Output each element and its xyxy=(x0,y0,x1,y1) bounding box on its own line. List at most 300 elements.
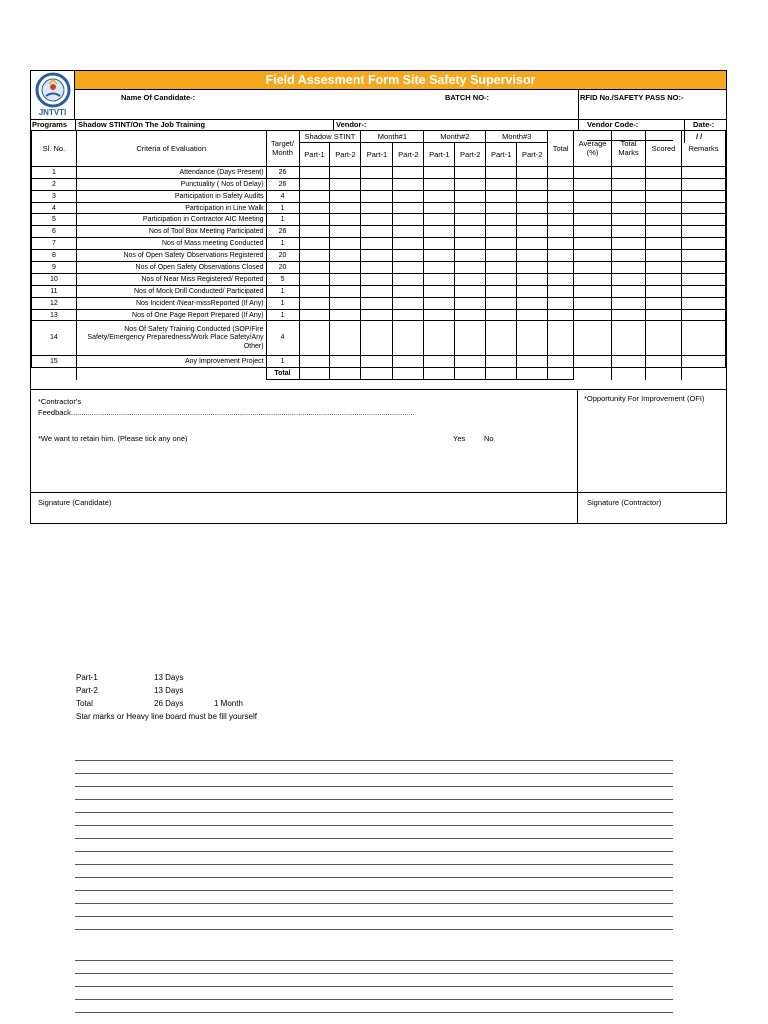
score-cell[interactable] xyxy=(330,356,361,368)
score-cell[interactable] xyxy=(299,262,330,274)
score-cell[interactable] xyxy=(517,321,548,356)
total-cell[interactable] xyxy=(548,368,574,380)
row-sl-no: 12 xyxy=(32,297,77,309)
score-cell[interactable] xyxy=(455,190,486,202)
score-cell[interactable] xyxy=(612,178,646,190)
score-cell[interactable] xyxy=(486,273,517,285)
score-cell[interactable] xyxy=(424,166,455,178)
score-cell[interactable] xyxy=(299,250,330,262)
row-criteria: Participation in Line Walk xyxy=(76,202,266,214)
col-scored: Scored xyxy=(646,131,682,167)
score-cell[interactable] xyxy=(455,262,486,274)
score-cell[interactable] xyxy=(574,202,612,214)
score-cell[interactable] xyxy=(646,166,682,178)
score-cell[interactable] xyxy=(393,250,424,262)
score-cell[interactable] xyxy=(299,285,330,297)
writing-line[interactable] xyxy=(75,851,673,852)
score-cell[interactable] xyxy=(424,321,455,356)
score-cell[interactable] xyxy=(393,356,424,368)
writing-line[interactable] xyxy=(75,960,673,961)
score-cell[interactable] xyxy=(612,321,646,356)
score-cell[interactable] xyxy=(299,356,330,368)
total-cell[interactable] xyxy=(299,368,330,380)
score-cell[interactable] xyxy=(393,238,424,250)
score-cell[interactable] xyxy=(646,309,682,321)
row-criteria: Attendance (Days Present) xyxy=(76,166,266,178)
total-cell[interactable] xyxy=(455,368,486,380)
score-cell[interactable] xyxy=(330,285,361,297)
score-cell[interactable] xyxy=(455,250,486,262)
score-cell[interactable] xyxy=(646,202,682,214)
score-cell[interactable] xyxy=(612,202,646,214)
col-shadow: Shadow STINT xyxy=(299,131,361,143)
score-cell[interactable] xyxy=(612,226,646,238)
score-cell[interactable] xyxy=(455,285,486,297)
total-spacer xyxy=(612,368,646,380)
score-cell[interactable] xyxy=(299,178,330,190)
row-target: 1 xyxy=(266,238,299,250)
table-row xyxy=(32,190,726,202)
score-cell[interactable] xyxy=(361,166,393,178)
row-criteria: Nos of Mock Drill Conducted/ Participated xyxy=(76,285,266,297)
score-cell[interactable] xyxy=(486,321,517,356)
score-cell[interactable] xyxy=(681,202,725,214)
col-criteria: Criteria of Evaluation xyxy=(76,131,266,167)
col-part1: Part-1 xyxy=(361,142,393,166)
total-spacer xyxy=(76,368,266,380)
writing-line[interactable] xyxy=(75,999,673,1000)
table-row xyxy=(32,309,726,321)
score-cell[interactable] xyxy=(424,273,455,285)
score-cell[interactable] xyxy=(681,166,725,178)
score-cell[interactable] xyxy=(612,356,646,368)
writing-line[interactable] xyxy=(75,890,673,891)
writing-line[interactable] xyxy=(75,825,673,826)
score-cell[interactable] xyxy=(299,226,330,238)
score-cell[interactable] xyxy=(455,273,486,285)
score-cell[interactable] xyxy=(574,309,612,321)
score-cell[interactable] xyxy=(681,250,725,262)
score-cell[interactable] xyxy=(486,190,517,202)
score-cell[interactable] xyxy=(646,273,682,285)
score-cell[interactable] xyxy=(574,356,612,368)
score-cell[interactable] xyxy=(548,250,574,262)
score-cell[interactable] xyxy=(361,238,393,250)
row-sl-no: 7 xyxy=(32,238,77,250)
row-criteria: Nos of Open Safety Observations Closed xyxy=(76,262,266,274)
score-cell[interactable] xyxy=(424,226,455,238)
evaluation-table xyxy=(31,130,726,380)
score-cell[interactable] xyxy=(393,214,424,226)
score-cell[interactable] xyxy=(548,190,574,202)
score-cell[interactable] xyxy=(574,262,612,274)
col-part1: Part-1 xyxy=(486,142,517,166)
score-cell[interactable] xyxy=(517,285,548,297)
score-cell[interactable] xyxy=(517,297,548,309)
score-cell[interactable] xyxy=(361,178,393,190)
row-criteria: Nos Incident /Near-missReported (If Any) xyxy=(76,297,266,309)
row-criteria: Nos of Near Miss Registered/ Reported xyxy=(76,273,266,285)
row-sl-no: 8 xyxy=(32,250,77,262)
score-cell[interactable] xyxy=(646,238,682,250)
score-cell[interactable] xyxy=(393,166,424,178)
score-cell[interactable] xyxy=(361,273,393,285)
score-cell[interactable] xyxy=(330,190,361,202)
col-total: Total xyxy=(548,131,574,167)
row-criteria: Nos of Open Safety Observations Registered xyxy=(76,250,266,262)
score-cell[interactable] xyxy=(486,166,517,178)
score-cell[interactable] xyxy=(517,190,548,202)
score-cell[interactable] xyxy=(299,202,330,214)
table-row xyxy=(32,238,726,250)
score-cell[interactable] xyxy=(612,250,646,262)
score-cell[interactable] xyxy=(393,273,424,285)
note-total xyxy=(76,697,257,710)
rfid-label: RFID No./SAFETY PASS NO:- xyxy=(580,93,684,102)
score-cell[interactable] xyxy=(330,309,361,321)
row-target: 1 xyxy=(266,297,299,309)
score-cell[interactable] xyxy=(486,214,517,226)
row-criteria: Punctuality ( Nos of Delay) xyxy=(76,178,266,190)
score-cell[interactable] xyxy=(361,190,393,202)
score-cell[interactable] xyxy=(548,178,574,190)
retain-label: *We want to retain him. (Please tick any one) xyxy=(38,434,188,443)
score-cell[interactable] xyxy=(612,238,646,250)
score-cell[interactable] xyxy=(393,321,424,356)
score-cell[interactable] xyxy=(299,166,330,178)
score-cell[interactable] xyxy=(455,238,486,250)
score-cell[interactable] xyxy=(517,273,548,285)
row-sl-no: 5 xyxy=(32,214,77,226)
score-cell[interactable] xyxy=(330,214,361,226)
row-criteria: Nos Of Safety Training Conducted (SOP/Fire Safety/Emergency Preparedness/Work Place Safety/Any Other) xyxy=(76,321,266,356)
score-cell[interactable] xyxy=(517,309,548,321)
score-cell[interactable] xyxy=(574,321,612,356)
score-cell[interactable] xyxy=(612,297,646,309)
score-cell[interactable] xyxy=(681,309,725,321)
table-row xyxy=(32,226,726,238)
note-instruction: Star marks or Heavy line board must be fill yourself xyxy=(76,712,257,721)
score-cell[interactable] xyxy=(612,273,646,285)
score-cell[interactable] xyxy=(517,356,548,368)
signature-contractor[interactable]: Signature (Contractor) xyxy=(587,498,662,507)
col-month1: Month#1 xyxy=(361,131,424,143)
score-cell[interactable] xyxy=(548,285,574,297)
date-field[interactable]: / / xyxy=(696,132,703,141)
score-cell[interactable] xyxy=(486,238,517,250)
score-cell[interactable] xyxy=(330,166,361,178)
score-cell[interactable] xyxy=(486,297,517,309)
score-cell[interactable] xyxy=(646,250,682,262)
score-cell[interactable] xyxy=(574,250,612,262)
batch-label: BATCH NO-: xyxy=(445,93,490,102)
score-cell[interactable] xyxy=(681,297,725,309)
note-part2 xyxy=(76,684,257,697)
score-cell[interactable] xyxy=(548,262,574,274)
score-cell[interactable] xyxy=(612,309,646,321)
score-cell[interactable] xyxy=(574,226,612,238)
score-cell[interactable] xyxy=(330,273,361,285)
note-part1 xyxy=(76,671,257,684)
score-cell[interactable] xyxy=(574,297,612,309)
score-cell[interactable] xyxy=(455,297,486,309)
score-cell[interactable] xyxy=(574,166,612,178)
writing-line[interactable] xyxy=(75,773,673,774)
score-cell[interactable] xyxy=(574,190,612,202)
signature-candidate[interactable]: Signature (Candidate) xyxy=(38,498,112,507)
notes-block xyxy=(76,671,257,723)
score-cell[interactable] xyxy=(330,238,361,250)
writing-line[interactable] xyxy=(75,916,673,917)
ofi-label: *Opportunity For Improvement (OFI) xyxy=(584,394,705,403)
col-remarks: Remarks xyxy=(681,131,725,167)
table-row xyxy=(32,285,726,297)
total-cell[interactable] xyxy=(486,368,517,380)
score-cell[interactable] xyxy=(548,214,574,226)
score-cell[interactable] xyxy=(517,250,548,262)
score-cell[interactable] xyxy=(486,285,517,297)
score-cell[interactable] xyxy=(299,190,330,202)
score-cell[interactable] xyxy=(299,238,330,250)
score-cell[interactable] xyxy=(646,226,682,238)
score-cell[interactable] xyxy=(424,250,455,262)
score-cell[interactable] xyxy=(646,178,682,190)
score-cell[interactable] xyxy=(517,226,548,238)
col-average: Average (%) xyxy=(574,131,612,167)
score-cell[interactable] xyxy=(455,214,486,226)
score-cell[interactable] xyxy=(424,356,455,368)
score-cell[interactable] xyxy=(646,297,682,309)
score-cell[interactable] xyxy=(548,226,574,238)
score-cell[interactable] xyxy=(517,166,548,178)
feedback-divider xyxy=(577,390,578,523)
total-cell[interactable] xyxy=(361,368,393,380)
score-cell[interactable] xyxy=(330,250,361,262)
score-cell[interactable] xyxy=(299,297,330,309)
score-cell[interactable] xyxy=(424,309,455,321)
score-cell[interactable] xyxy=(299,309,330,321)
score-cell[interactable] xyxy=(517,202,548,214)
score-cell[interactable] xyxy=(330,321,361,356)
row-criteria: Nos of One Page Report Prepared (If Any) xyxy=(76,309,266,321)
score-cell[interactable] xyxy=(681,262,725,274)
score-cell[interactable] xyxy=(548,309,574,321)
score-cell[interactable] xyxy=(517,262,548,274)
score-cell[interactable] xyxy=(681,285,725,297)
retain-no-option[interactable]: No xyxy=(484,434,494,443)
note-total-month: 1 Month xyxy=(214,699,243,708)
signature-divider xyxy=(31,492,726,493)
score-cell[interactable] xyxy=(646,356,682,368)
writing-line[interactable] xyxy=(75,929,673,930)
row-target: 1 xyxy=(266,214,299,226)
score-cell[interactable] xyxy=(548,166,574,178)
score-cell[interactable] xyxy=(681,190,725,202)
score-cell[interactable] xyxy=(486,356,517,368)
total-cell[interactable] xyxy=(330,368,361,380)
vendor-code-label: Vendor Code-: xyxy=(587,120,639,129)
writing-line[interactable] xyxy=(75,760,673,761)
score-cell[interactable] xyxy=(612,285,646,297)
score-cell[interactable] xyxy=(486,202,517,214)
retain-yes-option[interactable]: Yes xyxy=(453,434,466,443)
writing-line[interactable] xyxy=(75,986,673,987)
score-cell[interactable] xyxy=(681,226,725,238)
score-cell[interactable] xyxy=(681,273,725,285)
score-cell[interactable] xyxy=(393,309,424,321)
score-cell[interactable] xyxy=(574,285,612,297)
score-cell[interactable] xyxy=(548,356,574,368)
score-cell[interactable] xyxy=(361,226,393,238)
score-cell[interactable] xyxy=(361,202,393,214)
row-sl-no: 14 xyxy=(32,321,77,356)
total-spacer xyxy=(646,368,682,380)
score-cell[interactable] xyxy=(574,273,612,285)
note-part2-value: 13 Days xyxy=(154,686,184,695)
feedback-section xyxy=(31,389,726,523)
row-sl-no: 4 xyxy=(32,202,77,214)
score-cell[interactable] xyxy=(424,238,455,250)
score-cell[interactable] xyxy=(612,166,646,178)
writing-line[interactable] xyxy=(75,838,673,839)
org-logo xyxy=(31,71,75,119)
row-target: 26 xyxy=(266,166,299,178)
score-cell[interactable] xyxy=(361,309,393,321)
score-cell[interactable] xyxy=(486,226,517,238)
writing-line[interactable] xyxy=(75,812,673,813)
score-cell[interactable] xyxy=(681,178,725,190)
score-cell[interactable] xyxy=(517,238,548,250)
score-cell[interactable] xyxy=(612,214,646,226)
writing-line[interactable] xyxy=(75,903,673,904)
form-title: Field Assesment Form Site Safety Supervisor xyxy=(75,71,726,90)
score-cell[interactable] xyxy=(361,214,393,226)
note-total-label: Total xyxy=(76,699,93,708)
total-spacer xyxy=(32,368,77,380)
score-cell[interactable] xyxy=(646,285,682,297)
score-cell[interactable] xyxy=(330,178,361,190)
row-sl-no: 11 xyxy=(32,285,77,297)
score-cell[interactable] xyxy=(486,250,517,262)
score-cell[interactable] xyxy=(574,214,612,226)
score-cell[interactable] xyxy=(393,262,424,274)
writing-line[interactable] xyxy=(75,786,673,787)
score-cell[interactable] xyxy=(646,214,682,226)
score-cell[interactable] xyxy=(393,202,424,214)
score-cell[interactable] xyxy=(612,190,646,202)
score-cell[interactable] xyxy=(424,297,455,309)
score-cell[interactable] xyxy=(361,262,393,274)
total-cell[interactable] xyxy=(517,368,548,380)
score-cell[interactable] xyxy=(486,309,517,321)
score-cell[interactable] xyxy=(517,178,548,190)
score-cell[interactable] xyxy=(330,262,361,274)
score-cell[interactable] xyxy=(424,202,455,214)
score-cell[interactable] xyxy=(646,262,682,274)
score-cell[interactable] xyxy=(486,262,517,274)
score-cell[interactable] xyxy=(455,226,486,238)
total-spacer xyxy=(574,368,612,380)
logo-emblem-icon xyxy=(32,72,74,108)
col-part2: Part-2 xyxy=(330,142,361,166)
score-cell[interactable] xyxy=(455,356,486,368)
score-cell[interactable] xyxy=(455,202,486,214)
score-cell[interactable] xyxy=(330,297,361,309)
score-cell[interactable] xyxy=(681,321,725,356)
score-cell[interactable] xyxy=(486,178,517,190)
total-cell[interactable] xyxy=(393,368,424,380)
writing-line[interactable] xyxy=(75,877,673,878)
score-cell[interactable] xyxy=(424,178,455,190)
score-cell[interactable] xyxy=(361,356,393,368)
score-cell[interactable] xyxy=(393,285,424,297)
col-month2: Month#2 xyxy=(424,131,486,143)
score-cell[interactable] xyxy=(548,297,574,309)
score-cell[interactable] xyxy=(548,321,574,356)
score-cell[interactable] xyxy=(361,321,393,356)
score-cell[interactable] xyxy=(548,202,574,214)
score-cell[interactable] xyxy=(393,178,424,190)
score-cell[interactable] xyxy=(681,238,725,250)
score-cell[interactable] xyxy=(361,297,393,309)
row-criteria: Nos of Mass meeting Conducted xyxy=(76,238,266,250)
feedback-field[interactable]: Feedback..................................................................................................................................................................... xyxy=(38,408,415,417)
score-cell[interactable] xyxy=(646,321,682,356)
score-cell[interactable] xyxy=(393,190,424,202)
score-cell[interactable] xyxy=(424,262,455,274)
writing-line[interactable] xyxy=(75,1012,673,1013)
score-cell[interactable] xyxy=(424,285,455,297)
score-cell[interactable] xyxy=(393,226,424,238)
score-cell[interactable] xyxy=(681,356,725,368)
writing-line[interactable] xyxy=(75,864,673,865)
row-target: 26 xyxy=(266,178,299,190)
note-total-value: 26 Days xyxy=(154,699,184,708)
score-cell[interactable] xyxy=(548,273,574,285)
score-cell[interactable] xyxy=(574,178,612,190)
score-cell[interactable] xyxy=(455,321,486,356)
total-cell[interactable] xyxy=(424,368,455,380)
row-criteria: Nos of Tool Box Meeting Participated xyxy=(76,226,266,238)
writing-line[interactable] xyxy=(75,973,673,974)
score-cell[interactable] xyxy=(646,190,682,202)
score-cell[interactable] xyxy=(681,214,725,226)
score-cell[interactable] xyxy=(455,178,486,190)
score-cell[interactable] xyxy=(361,285,393,297)
assessment-form xyxy=(30,70,727,524)
score-cell[interactable] xyxy=(455,166,486,178)
writing-line[interactable] xyxy=(75,799,673,800)
score-cell[interactable] xyxy=(330,226,361,238)
score-cell[interactable] xyxy=(330,202,361,214)
score-cell[interactable] xyxy=(393,297,424,309)
score-cell[interactable] xyxy=(574,238,612,250)
score-cell[interactable] xyxy=(612,262,646,274)
score-cell[interactable] xyxy=(455,309,486,321)
rfid-divider xyxy=(578,89,579,130)
score-cell[interactable] xyxy=(361,250,393,262)
score-cell[interactable] xyxy=(299,214,330,226)
score-cell[interactable] xyxy=(517,214,548,226)
score-cell[interactable] xyxy=(424,190,455,202)
score-cell[interactable] xyxy=(299,273,330,285)
col-part2: Part-2 xyxy=(517,142,548,166)
col-target: Target/ Month xyxy=(266,131,299,167)
row-target: 1 xyxy=(266,356,299,368)
score-cell[interactable] xyxy=(548,238,574,250)
score-cell[interactable] xyxy=(299,321,330,356)
score-cell[interactable] xyxy=(424,214,455,226)
